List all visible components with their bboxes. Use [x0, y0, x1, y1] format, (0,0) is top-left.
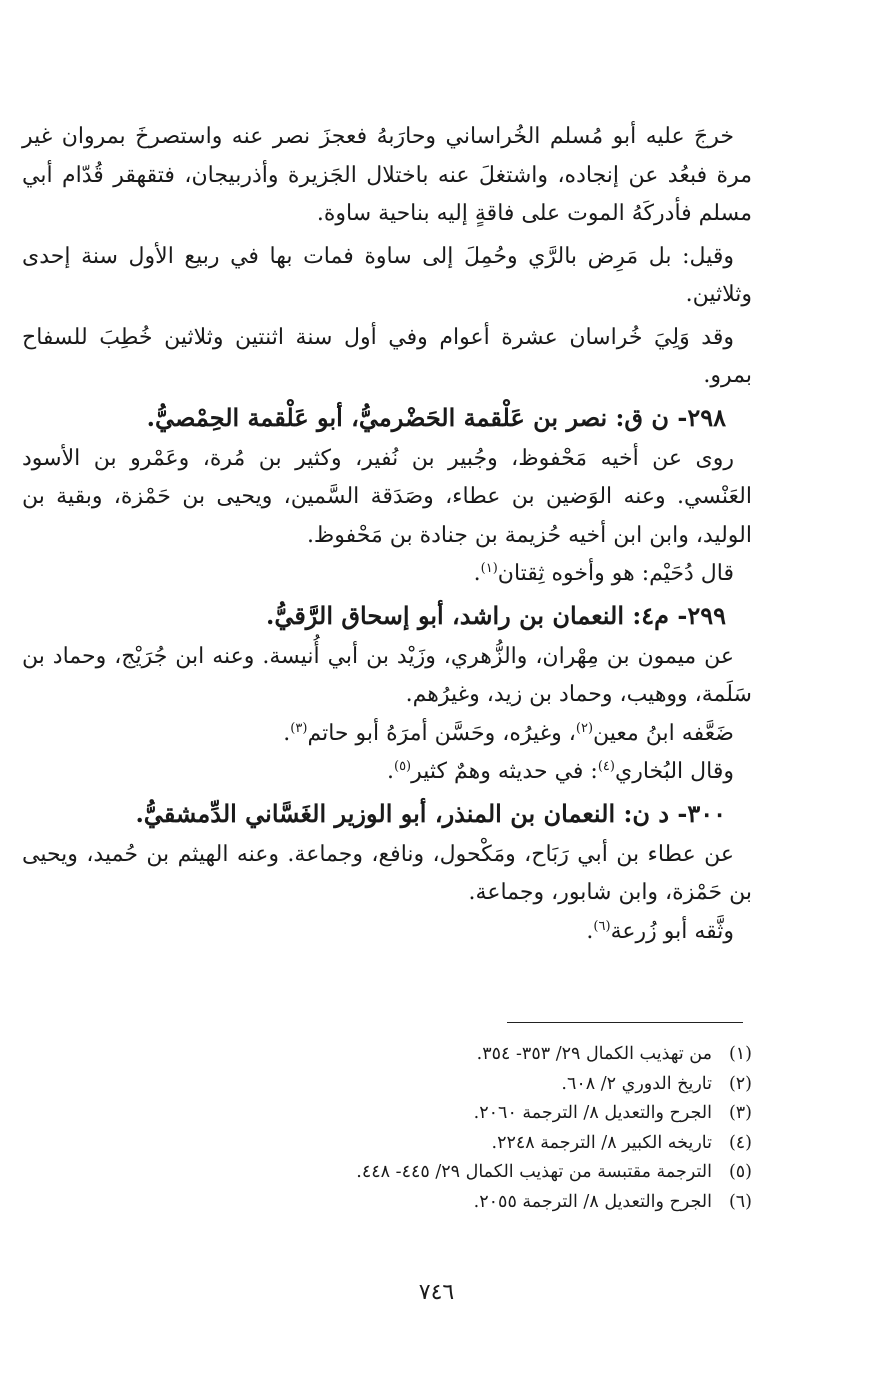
paragraph: [22, 715, 752, 754]
footnote-text: الترجمة مقتبسة من تهذيب الكمال ٢٩/ ٤٤٥- ٤٤٨.: [356, 1162, 712, 1182]
footnote-number: (٥): [728, 1162, 752, 1182]
entry-heading: ٢٩٨- ن ق: نصر بن عَلْقمة الحَضْرميُّ، أبو عَلْقمة الحِمْصيُّ.: [146, 402, 726, 432]
footnote-text: الجرح والتعديل ٨/ الترجمة ٢٠٥٥.: [473, 1191, 712, 1212]
footnote: [200, 1099, 752, 1129]
footnote-text: تاريخ الدوري ٢/ ٦٠٨.: [561, 1073, 712, 1094]
paragraph: عن ميمون بن مِهْران، والزُّهري، وزَيْد بن أبي أُنيسة. وعنه ابن جُرَيْج، وحماد بن سَلَمة، ووهيب، وحماد بن زيد، وغيرُهم.: [22, 643, 752, 707]
text-span: قال دُحَيْم: هو وأخوه ثِقتان: [497, 561, 734, 586]
footnote: [200, 1040, 752, 1070]
footnote: [200, 1129, 752, 1159]
footnote-text: من تهذيب الكمال ٢٩/ ٣٥٣- ٣٥٤.: [476, 1044, 712, 1064]
footnote-ref: (٦): [593, 918, 611, 934]
paragraph: خرجَ عليه أبو مُسلم الخُراساني وحارَبهُ فعجزَ نصر عنه واستصرخَ بمروان غير مرة فبعُد عن إنجاده، واشتغلَ عنه باختلال الجَزيرة وأذربيجان، فتقهقر قُدّام أبي مسلم فأدركَهُ الموت على فاقةٍ إليه بناحية ساوة.: [22, 124, 752, 226]
paragraph: [22, 913, 752, 952]
text-span: .: [586, 918, 594, 944]
entry-heading: ٢٩٩- م٤: النعمان بن راشد، أبو إسحاق الرَّقيُّ.: [265, 600, 726, 630]
footnote-text: تاريخه الكبير ٨/ الترجمة ٢٢٤٨.: [491, 1132, 712, 1153]
paragraph: وقد وَلِيَ خُراسان عشرة أعوام وفي أول سنة اثنتين وثلاثين خُطِبَ للسفاح بمرو.: [22, 324, 752, 388]
footnote-number: (٢): [728, 1073, 752, 1094]
footnote-ref: (١): [480, 561, 498, 576]
paragraph: [22, 753, 752, 792]
footnote: [200, 1070, 752, 1100]
footnote-text: الجرح والتعديل ٨/ الترجمة ٢٠٦٠.: [473, 1103, 712, 1123]
footnote-number: (٦): [728, 1191, 752, 1212]
text-span: .: [283, 720, 291, 746]
footnote-number: (٤): [728, 1132, 752, 1153]
text-span: ، وغيرُه، وحَسَّن أمرَهُ أبو حاتم: [307, 720, 576, 746]
text-span: وقال البُخاري: [614, 759, 734, 784]
footnote-separator: [507, 1022, 743, 1023]
footnote: [200, 1188, 752, 1218]
paragraph: روى عن أخيه مَحْفوظ، وجُبير بن نُفير، وكثير بن مُرة، وعَمْرو بن الأسود العَنْسي. وعنه الوَضين بن عطاء، وصَدَقة السَّمين، ويحيى بن حَمْزة، وبقية بن الوليد، وابن ابن أخيه حُزيمة بن جنادة بن مَحْفوظ.: [22, 445, 752, 548]
paragraph: عن عطاء بن أبي رَبَاح، ومَكْحول، ونافع، وجماعة. وعنه الهيثم بن حُميد، ويحيى بن حَمْزة، وابن شابور، وجماعة.: [22, 841, 752, 905]
footnote: [200, 1158, 752, 1188]
page-number: ٧٤٦: [418, 1280, 455, 1305]
footnote-number: (١): [728, 1044, 752, 1064]
text-span: .: [386, 759, 394, 784]
text-span: : في حديثه وهمٌ كثير: [411, 759, 598, 784]
footnotes: [200, 1040, 752, 1217]
footnote-ref: (٣): [290, 720, 308, 736]
main-text: [22, 118, 752, 951]
entry-heading: ٣٠٠- د ن: النعمان بن المنذر، أبو الوزير الغَسَّاني الدِّمشقيُّ.: [135, 798, 726, 828]
paragraph: وقيل: بل مَرِض بالرَّي وحُمِلَ إلى ساوة فمات بها في ربيع الأول سنة إحدى وثلاثين.: [22, 243, 752, 307]
text-span: وثَّقه أبو زُرعة: [610, 918, 734, 944]
footnote-ref: (٢): [575, 720, 594, 736]
paragraph: قال دُحَيْم: هو وأخوه ثِقتان$^{(١)}$.: [473, 561, 734, 586]
footnote-ref: (٥): [393, 759, 412, 774]
footnote-number: (٣): [728, 1103, 752, 1123]
text-span: ضَعَّفه ابنُ معين: [593, 720, 734, 746]
footnote-ref: (٤): [597, 759, 615, 774]
